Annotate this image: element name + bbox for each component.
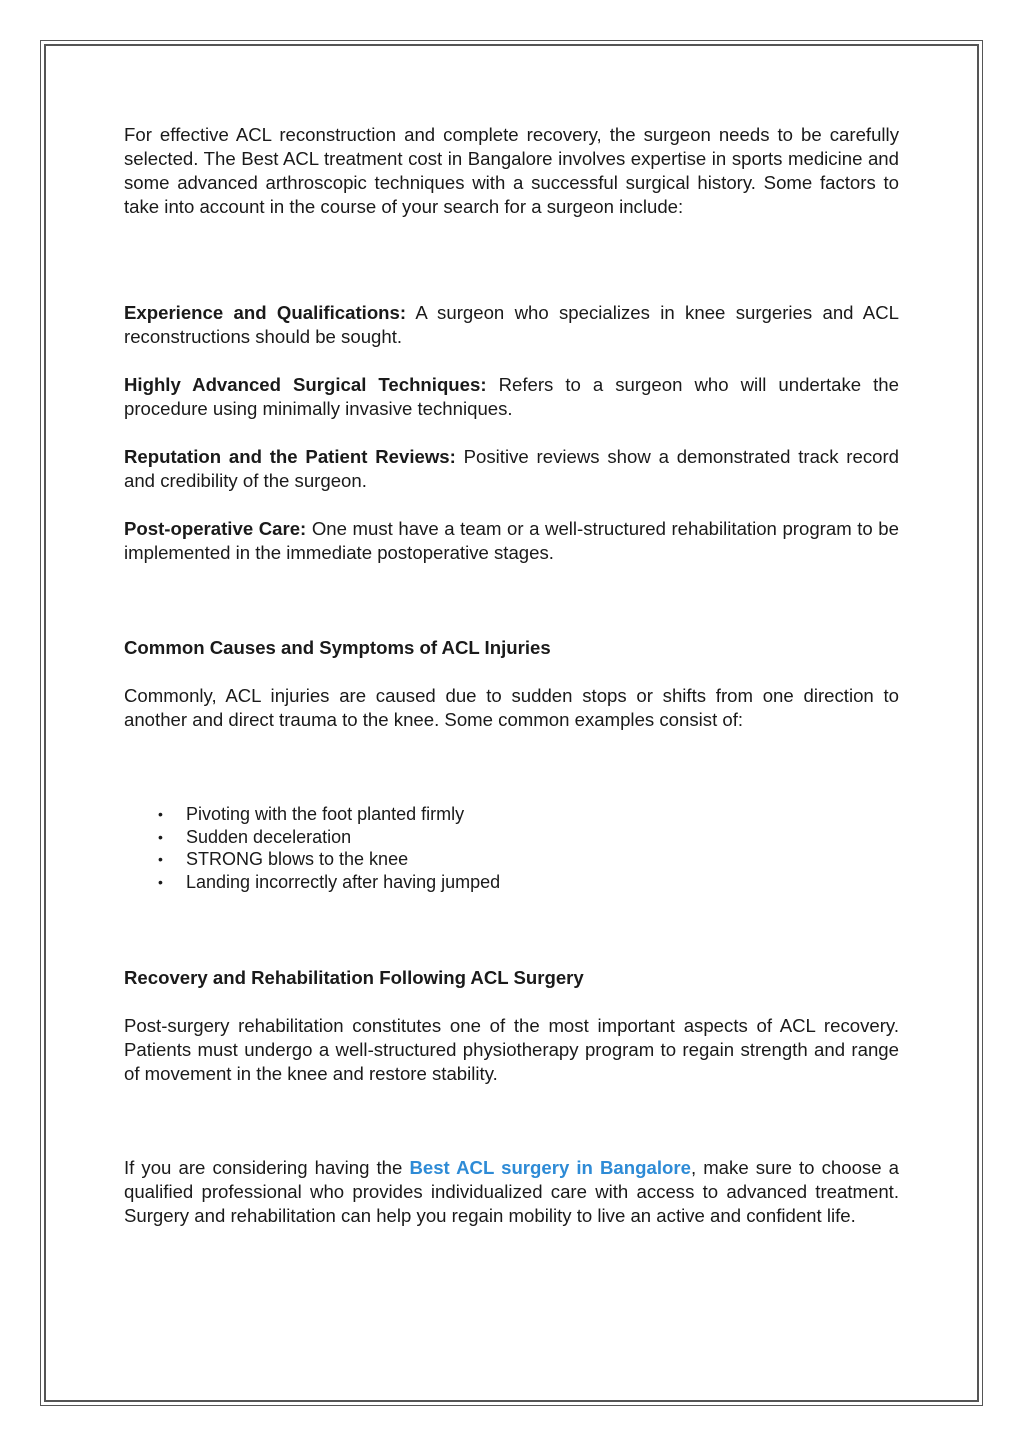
recovery-heading: Recovery and Rehabilitation Following ACL Surgery [124,966,584,988]
factor-term: Reputation and the Patient Reviews: [124,446,456,467]
causes-list [124,803,899,894]
factor-text: One must have a team or a well-structured rehabilitation program to be implemented in the immediate postoperative stages. [124,518,899,563]
bullet-icon: • [158,806,163,822]
factor-reputation [124,445,899,493]
closing-paragraph: If you are considering having the Best ACL surgery in Bangalore, make sure to choose a qualified professional who provides individualized care with access to advanced treatment. Surgery and rehabilitation can help you regain mobility to live an active and confident life. [124,1156,899,1226]
causes-paragraph: Commonly, ACL injuries are caused due to sudden stops or shifts from one direction to another and direct trauma to the knee. Some common examples consist of: [124,685,899,730]
factor-term: Highly Advanced Surgical Techniques: [124,374,487,395]
intro-paragraph: For effective ACL reconstruction and complete recovery, the surgeon needs to be carefully selected. The Best ACL treatment cost in Bangalore involves expertise in sports medicine and some advanced arthroscopic techniques with a successful surgical history. Some factors to take into account in the course of your search for a surgeon include: [124,124,899,217]
factor-term: Experience and Qualifications: [124,302,407,323]
acl-surgery-link[interactable]: Best ACL surgery in Bangalore [409,1156,691,1178]
recovery-paragraph: Post-surgery rehabilitation constitutes one of the most important aspects of ACL recovery. Patients must undergo a well-structured physiotherapy program to regain strength and range of movement in the knee and restore stability. [124,1014,899,1084]
list-item: • Pivoting with the foot planted firmly [158,804,465,824]
list-item: • STRONG blows to the knee [158,849,409,870]
factor-experience [124,301,899,349]
factor-text: A surgeon who specializes in knee surgeries and ACL reconstructions should be sought. [124,302,899,347]
bullet-icon: • [158,874,163,891]
bullet-icon: • [158,851,163,868]
document-body [124,123,899,1228]
factor-postop [124,517,899,565]
factor-text: Positive reviews show a demonstrated track record and credibility of the surgeon. [124,446,900,491]
factor-text: Refers to a surgeon who will undertake the procedure using minimally invasive techniques. [124,374,899,419]
list-item: • Sudden deceleration [158,826,352,847]
list-item: • Landing incorrectly after having jumped [158,872,501,893]
factor-techniques [124,373,899,421]
bullet-icon: • [158,828,163,845]
factor-term: Post-operative Care: [124,518,307,539]
causes-heading: Common Causes and Symptoms of ACL Injuries [124,637,551,658]
